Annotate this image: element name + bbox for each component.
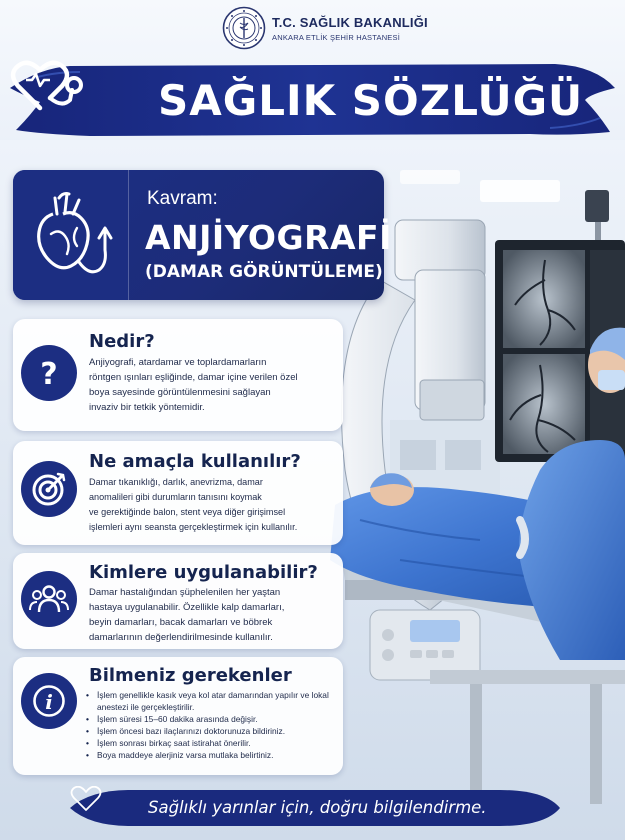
card-line: işlemleri aynı seansta gerçekleştirmek için kullanılır. xyxy=(89,522,298,532)
card-line: beyin damarları, bacak damarları ve böbrek xyxy=(89,617,273,628)
list-item: • Boya maddeye alerjiniz varsa mutlaka belirtiniz. xyxy=(85,749,337,761)
header xyxy=(0,6,625,52)
card-title: Kimlere uygulanabilir? xyxy=(89,562,318,583)
card-line: damarlarının değerlendirilmesinde kullanılır. xyxy=(89,632,273,643)
card-line: Damar hastalığından şüphelenilen her yaştan xyxy=(89,587,281,598)
heart-icon xyxy=(70,786,102,812)
info-card-purpose xyxy=(13,441,343,545)
concept-subtitle: (DAMAR GÖRÜNTÜLEME) xyxy=(145,262,383,282)
card-line: Anjiyografi, atardamar ve toplardamarların xyxy=(89,357,267,368)
ministry-name: T.C. SAĞLIK BAKANLIĞI xyxy=(272,15,428,30)
list-item: • İşlem genellikle kasık veya kol atar damarından yapılır ve lokal anestezi ile gerçekleştirilir. xyxy=(85,689,337,713)
page-title: SAĞLIK SÖZLÜĞÜ xyxy=(158,76,584,125)
card-body xyxy=(89,475,335,535)
heart-stethoscope-icon xyxy=(10,58,88,114)
card-line: ve gerektiğinde balon, stent veya diğer girişimsel xyxy=(89,507,286,517)
card-title: Ne amaçla kullanılır? xyxy=(89,451,301,472)
concept-box xyxy=(13,170,392,300)
hospital-name: ANKARA ETLİK ŞEHİR HASTANESİ xyxy=(272,33,400,42)
target-icon xyxy=(21,461,77,517)
concept-icon-frame xyxy=(13,170,129,300)
footer-banner xyxy=(70,786,560,830)
card-line: hastaya uygulanabilir. Özellikle kalp damarları, xyxy=(89,602,285,613)
card-body xyxy=(89,355,335,415)
info-card-what-is-it xyxy=(13,319,343,431)
info-card-things-to-know xyxy=(13,657,343,775)
concept-term: ANJİYOGRAFİ xyxy=(145,218,392,257)
card-line: Damar tıkanıklığı, darlık, anevrizma, damar xyxy=(89,477,263,487)
footer-slogan: Sağlıklı yarınlar için, doğru bilgilendirme. xyxy=(148,798,487,817)
title-banner xyxy=(10,58,615,140)
svg-text:i: i xyxy=(45,690,53,714)
card-line: röntgen ışınları eşliğinde, damar içine verilen özel xyxy=(89,372,298,383)
people-icon xyxy=(21,571,77,627)
card-body xyxy=(89,585,335,645)
question-icon xyxy=(21,345,77,401)
svg-text:?: ? xyxy=(40,357,58,390)
ministry-seal-logo xyxy=(222,6,266,50)
info-icon xyxy=(21,673,77,729)
anatomical-heart-icon xyxy=(31,184,113,284)
info-card-who xyxy=(13,553,343,649)
card-title: Bilmeniz gerekenler xyxy=(89,665,292,686)
concept-label: Kavram: xyxy=(147,188,218,209)
things-to-know-list xyxy=(85,689,337,761)
card-line: invaziv bir tetkik yöntemidir. xyxy=(89,402,205,413)
list-item: • İşlem öncesi bazı ilaçlarınızı doktorunuza bildiriniz. xyxy=(85,725,337,737)
list-item: • İşlem sonrası birkaç saat istirahat önerilir. xyxy=(85,737,337,749)
card-line: boya sayesinde görüntülenmesini sağlayan xyxy=(89,387,271,398)
card-title: Nedir? xyxy=(89,331,155,352)
list-item: • İşlem süresi 15–60 dakika arasında değişir. xyxy=(85,713,337,725)
card-line: anomalileri gibi durumların tanısını koymak xyxy=(89,492,262,502)
